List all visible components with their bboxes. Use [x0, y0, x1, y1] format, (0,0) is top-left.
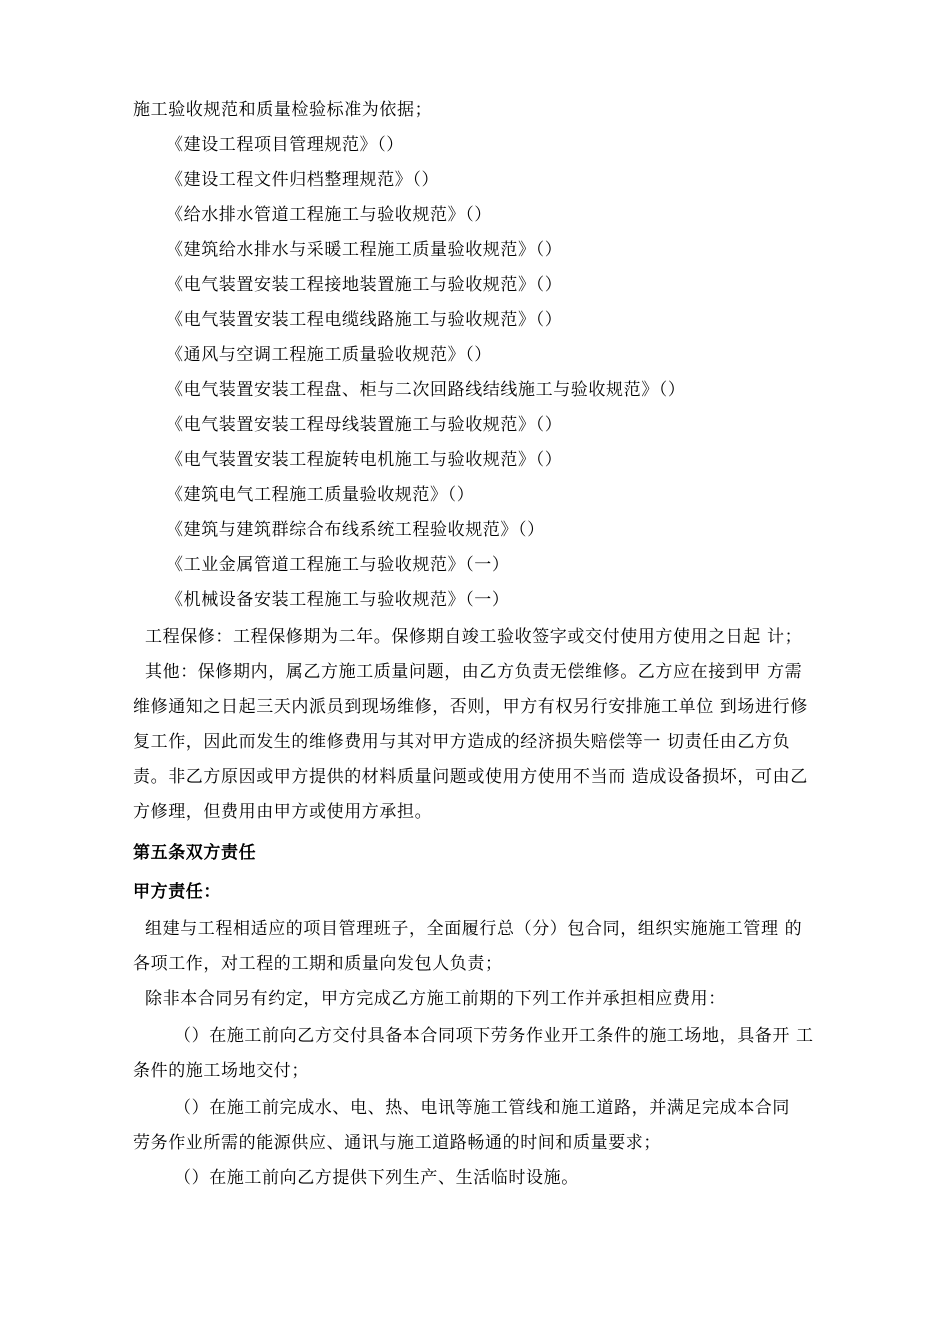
- item-1-line: （）在施工前向乙方交付具备本合同项下劳务作业开工条件的施工场地，具备开 工: [174, 1026, 814, 1046]
- standard-item: 《通风与空调工程施工质量验收规范》（）: [166, 345, 492, 365]
- standard-item: 《工业金属管道工程施工与验收规范》（一）: [166, 555, 510, 575]
- standard-item: 《电气装置安装工程旋转电机施工与验收规范》（）: [166, 450, 563, 470]
- standard-item: 《建筑与建筑群综合布线系统工程验收规范》（）: [166, 520, 545, 540]
- standard-item: 《机械设备安装工程施工与验收规范》（一）: [166, 590, 510, 610]
- standard-item: 《建筑电气工程施工质量验收规范》（）: [166, 485, 475, 505]
- item-2-line: 劳务作业所需的能源供应、通讯与施工道路畅通的时间和质量要求；: [133, 1133, 661, 1153]
- standard-item: 《电气装置安装工程接地装置施工与验收规范》（）: [166, 275, 563, 295]
- standard-item: 《建设工程文件归档整理规范》（）: [166, 170, 440, 190]
- duty-line: 除非本合同另有约定，甲方完成乙方施工前期的下列工作并承担相应费用：: [145, 989, 726, 1009]
- other-paragraph-line: 其他：保修期内，属乙方施工质量问题，由乙方负责无偿维修。乙方应在接到甲 方需: [145, 662, 803, 682]
- duty-line: 组建与工程相适应的项目管理班子，全面履行总（分）包合同，组织实施施工管理 的: [145, 919, 803, 939]
- item-1-line: 条件的施工场地交付；: [133, 1061, 309, 1081]
- standard-item: 《建设工程项目管理规范》（）: [166, 135, 404, 155]
- other-paragraph-line: 维修通知之日起三天内派员到现场维修，否则，甲方有权另行安排施工单位 到场进行修: [133, 697, 808, 717]
- standard-item: 《电气装置安装工程电缆线路施工与验收规范》（）: [166, 310, 563, 330]
- standard-item: 《电气装置安装工程母线装置施工与验收规范》（）: [166, 415, 563, 435]
- standard-item: 《建筑给水排水与采暖工程施工质量验收规范》（）: [166, 240, 563, 260]
- standard-item: 《给水排水管道工程施工与验收规范》（）: [166, 205, 492, 225]
- warranty-line: 工程保修：工程保修期为二年。保修期自竣工验收签字或交付使用方使用之日起 计；: [145, 627, 803, 647]
- party-a-title: 甲方责任：: [133, 882, 221, 902]
- section-title: 第五条双方责任: [133, 843, 257, 863]
- duty-line: 各项工作，对工程的工期和质量向发包人负责；: [133, 954, 503, 974]
- intro-line: 施工验收规范和质量检验标准为依据；: [133, 100, 433, 120]
- other-paragraph-line: 责。非乙方原因或甲方提供的材料质量问题或使用方使用不当而 造成设备损坏，可由乙: [133, 767, 808, 787]
- item-2-line: （）在施工前完成水、电、热、电讯等施工管线和施工道路，并满足完成本合同: [174, 1098, 790, 1118]
- item-3-line: （）在施工前向乙方提供下列生产、生活临时设施。: [174, 1168, 579, 1188]
- other-paragraph-line: 复工作，因此而发生的维修费用与其对甲方造成的经济损失赔偿等一 切责任由乙方负: [133, 732, 791, 752]
- other-paragraph-line: 方修理，但费用由甲方或使用方承担。: [133, 802, 433, 822]
- standard-item: 《电气装置安装工程盘、柜与二次回路线结线施工与验收规范》（）: [166, 380, 686, 400]
